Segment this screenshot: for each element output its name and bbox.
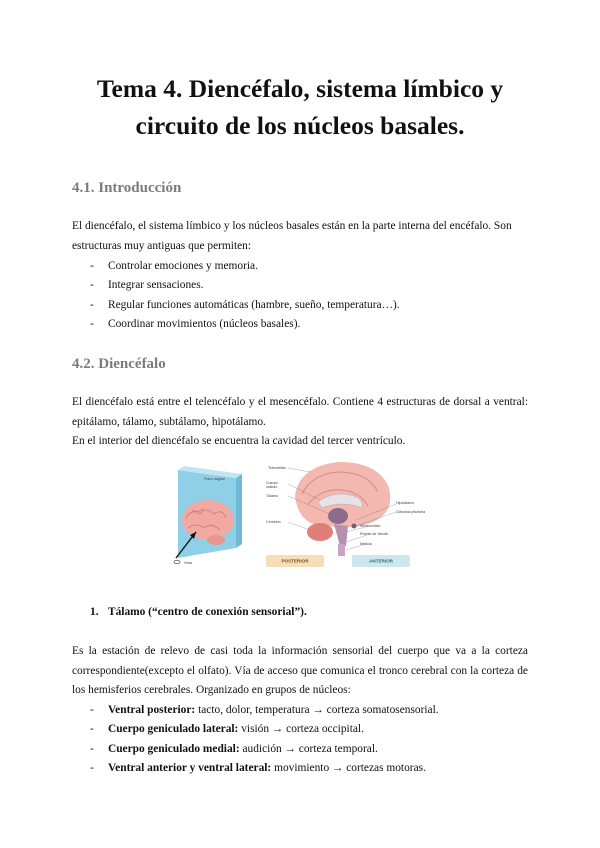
intro-paragraph: [72, 217, 528, 256]
list-item: - Ventral anterior y ventral lateral: movimiento → cortezas motoras.: [90, 762, 426, 774]
diencefalo-line-2: epitálamo, tálamo, subtálamo, hipotálamo.: [72, 416, 266, 428]
pituitary: [352, 524, 357, 529]
intro-line-1: El diencéfalo, el sistema límbico y los núcleos basales están en la parte interna del encéfalo. Son: [72, 220, 512, 232]
medulla: [338, 544, 345, 556]
list-item: - Coordinar movimientos (núcleos basales).: [90, 318, 301, 330]
small-cerebellum: [207, 535, 225, 545]
label-pituitaria: Glándula pituitaria: [396, 510, 425, 514]
list-item: - Ventral posterior: tacto, dolor, temperatura → corteza somatosensorial.: [90, 704, 439, 716]
label-medula: Médula: [360, 542, 372, 546]
label-mesencefalo: Mesencéfalo: [360, 524, 381, 528]
intro-line-2: estructuras muy antiguas que permiten:: [72, 239, 252, 252]
list-item: - Cuerpo geniculado medial: audición → corteza temporal.: [90, 743, 378, 755]
diencefalo-line-1: El diencéfalo está entre el telencéfalo y el mesencéfalo. Contiene 4 estructuras de dorsal a ventral:: [72, 396, 528, 408]
page-title: [40, 70, 560, 144]
brain-figure: [170, 458, 425, 573]
label-puente: Puente de Varolio: [360, 532, 389, 536]
label-cerebelo: Cerebelo: [266, 520, 281, 524]
list-item: - Controlar emociones y memoria.: [90, 260, 258, 272]
view-label: Vista: [184, 561, 192, 565]
posterior-label: POSTERIOR: [281, 558, 309, 564]
plane-side: [236, 474, 242, 548]
label-calloso: calloso: [266, 485, 278, 489]
list-item: - Regular funciones automáticas (hambre, sueño, temperatura…).: [90, 299, 400, 311]
label-talamo: Tálamo: [266, 494, 278, 498]
brainstem: [334, 524, 348, 546]
label-hipotalamo: Hipotálamo: [396, 501, 415, 505]
talamo-line-1: Es la estación de relevo de casi toda la información sensorial del cuerpo que va a la corteza: [72, 645, 528, 657]
label-cuerpo: Cuerpo: [266, 481, 278, 485]
anterior-label: ANTERIOR: [369, 558, 393, 564]
plane-label: Plano sagital: [204, 477, 225, 481]
eye-icon: [174, 560, 180, 564]
talamo-line-3: los hemisferios cerebrales. Organizado en grupos de núcleos:: [72, 684, 351, 696]
section-heading-diencefalo: 4.2. Diencéfalo: [72, 356, 166, 372]
talamo-heading: 1. Tálamo (“centro de conexión sensorial”).: [90, 606, 307, 618]
talamo-line-2: correspondiente(excepto el olfato). Vía de acceso que comunica el tronco cerebral con la corteza de: [72, 665, 528, 677]
label-telencefalo: Telencéfalo: [268, 466, 287, 470]
title-line-1: Tema 4. Diencéfalo, sistema límbico y: [96, 74, 504, 103]
title-line-2: circuito de los núcleos basales.: [135, 111, 465, 140]
small-brain: [182, 500, 234, 540]
thalamus: [328, 508, 348, 524]
cerebellum: [307, 523, 333, 541]
list-item: - Cuerpo geniculado lateral: visión → corteza occipital.: [90, 723, 364, 735]
section-heading-intro: 4.1. Introducción: [72, 180, 182, 196]
list-item: - Integrar sensaciones.: [90, 279, 204, 291]
diencefalo-line-3: En el interior del diencéfalo se encuentra la cavidad del tercer ventrículo.: [72, 435, 406, 447]
